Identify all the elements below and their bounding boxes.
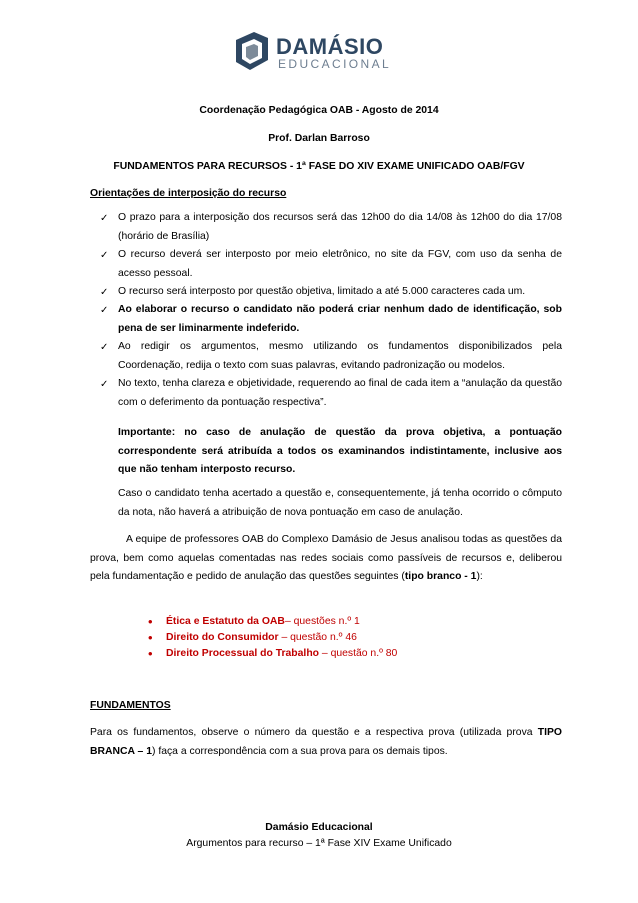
importante-note: Importante: no caso de anulação de questão da prova objetiva, a pontuação correspondente será atribuída a todos os examinandos indistintamente, inclusive aos que não tenham interposto recurso. (118, 427, 562, 475)
list-item: O recurso deverá ser interposto por meio eletrônico, no site da FGV, com uso da senha de acesso pessoal. (118, 249, 562, 279)
caso-note: Caso o candidato tenha acertado a questão e, consequentemente, já tenha ocorrido o cômputo da nota, não haverá a atribuição de nova pontuação em caso de anulação. (118, 488, 562, 518)
bullet-icon: • (148, 630, 153, 645)
list-item: O prazo para a interposição dos recursos será das 12h00 do dia 14/08 às 12h00 do dia 17/08 (horário de Brasília) (118, 212, 562, 242)
fundamentos-heading: FUNDAMENTOS (90, 700, 171, 711)
header-line-3: FUNDAMENTOS PARA RECURSOS - 1ª FASE DO XIV EXAME UNIFICADO OAB/FGV (113, 161, 525, 172)
check-icon: ✓ (100, 213, 109, 224)
fundamentos-text1: Para os fundamentos, observe o número da questão e a respectiva prova (utilizada prova (90, 727, 538, 738)
intro-bold: tipo branco - 1 (404, 571, 477, 582)
logo-sub: EDUCACIONAL (278, 57, 392, 71)
check-icon: ✓ (100, 379, 109, 390)
logo (232, 30, 412, 76)
list-item: No texto, tenha clareza e objetividade, requerendo ao final de cada item a “anulação da questão com o deferimento da pontuação respectiva”. (118, 378, 562, 408)
check-icon: ✓ (100, 250, 109, 261)
fundamentos-bold: TIPO BRANCA – 1 (90, 727, 562, 757)
orientacoes-heading: Orientações de interposição do recurso (90, 188, 287, 199)
intro-end: ): (476, 571, 483, 582)
intro-paragraph (90, 531, 562, 587)
logo-brand: DAMÁSIO (276, 34, 384, 59)
questao-subject: Direito do Consumidor (166, 632, 279, 643)
fundamentos-text2: ) faça a correspondência com a sua prova para os demais tipos. (151, 745, 448, 757)
check-icon: ✓ (100, 305, 109, 316)
questao-detail: – questões n.º 1 (284, 616, 360, 627)
logo-emblem-icon (232, 30, 272, 74)
fundamentos-paragraph (90, 724, 562, 761)
list-item: Ao elaborar o recurso o candidato não poderá criar nenhum dado de identificação, sob pena de ser liminarmente indeferido. (118, 304, 562, 334)
questao-item (166, 648, 397, 659)
header-line-1: Coordenação Pedagógica OAB - Agosto de 2014 (199, 105, 439, 116)
header-line-2: Prof. Darlan Barroso (268, 133, 370, 144)
intro-text: A equipe de professores OAB do Complexo Damásio de Jesus analisou todas as questões da prova, bem como aquelas comentadas nas redes sociais como passíveis de recursos e, deliberou pela fundamentação e pedido de anulação das questões seguintes ( (90, 534, 562, 582)
check-icon: ✓ (100, 342, 109, 353)
questao-subject: Ética e Estatuto da OAB (166, 616, 285, 627)
questao-item (166, 616, 360, 627)
bullet-icon: • (148, 614, 153, 629)
list-item: O recurso será interposto por questão objetiva, limitado a até 5.000 caracteres cada um. (118, 286, 526, 297)
questao-detail: – questão n.º 46 (278, 632, 357, 643)
bullet-icon: • (148, 646, 153, 661)
check-icon: ✓ (100, 287, 109, 298)
questao-item (166, 632, 357, 643)
footer-line-1: Damásio Educacional (265, 822, 373, 833)
list-item: Ao redigir os argumentos, mesmo utilizando os fundamentos disponibilizados pela Coordenação, redija o texto com suas palavras, evitando padronização ou modelos. (118, 341, 562, 371)
questao-detail: – questão n.º 80 (319, 648, 398, 659)
questao-subject: Direito Processual do Trabalho (166, 648, 320, 659)
footer-line-2: Argumentos para recurso – 1ª Fase XIV Exame Unificado (186, 838, 452, 849)
